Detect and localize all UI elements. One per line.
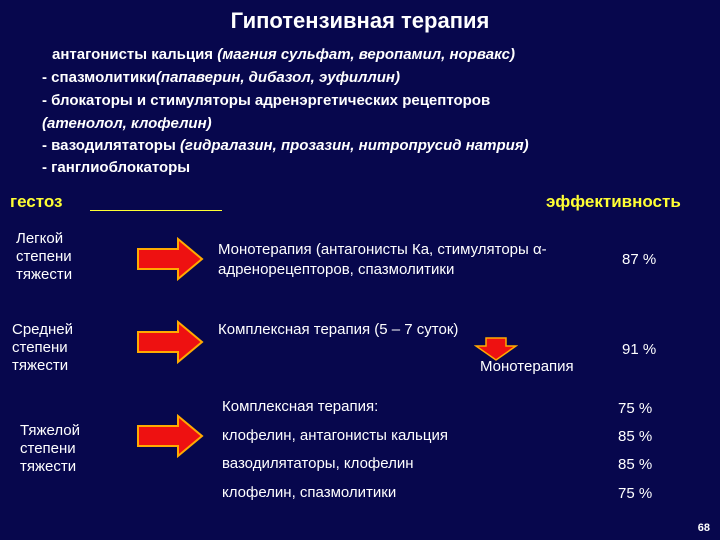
agent-lead: антагонисты кальция: [52, 46, 218, 63]
agent-lead: - вазодилятаторы: [42, 137, 180, 154]
agent-examples: (гидралазин, прозазин, нитропрусид натрия): [179, 137, 529, 154]
agent-line-5: [42, 137, 529, 154]
agent-line-2: [42, 69, 400, 86]
severe-item-label: клофелин, спазмолитики: [222, 484, 397, 501]
agent-lead: - блокаторы и стимуляторы адренэргетических рецепторов: [42, 92, 491, 109]
slide-title: Гипотензивная терапия: [230, 8, 490, 33]
therapy-mild-line2: адренорецепторов, спазмолитики: [218, 261, 455, 278]
header-underline: [90, 210, 222, 211]
efficacy-mild: 87 %: [622, 251, 657, 268]
agent-examples: (папаверин, дибазол, эуфиллин): [155, 69, 400, 86]
severe-item-efficacy: 75 %: [618, 400, 653, 417]
header-gestosis: гестоз: [10, 192, 63, 211]
header-efficacy: эффективность: [546, 192, 681, 211]
severe-item-efficacy: 75 %: [618, 485, 653, 502]
arrow-right-icon: [136, 414, 204, 458]
severity-severe: Тяжелой степени тяжести: [20, 422, 80, 475]
severity-moderate: Средней степени тяжести: [12, 321, 73, 374]
severe-item-efficacy: 85 %: [618, 456, 653, 473]
agent-line-1: [52, 46, 515, 63]
severity-mild: Легкой степени тяжести: [16, 230, 73, 283]
arrow-right-icon: [136, 237, 204, 281]
severe-item-label: клофелин, антагонисты кальция: [222, 427, 448, 444]
agent-line-6: [42, 159, 190, 176]
therapy-moderate: Комплексная терапия (5 – 7 суток): [218, 321, 459, 338]
efficacy-moderate: 91 %: [622, 341, 657, 358]
agent-lead: - ганглиоблокаторы: [42, 159, 191, 176]
severe-item-label: вазодилятаторы, клофелин: [222, 455, 414, 472]
agent-lead: - спазмолитики: [42, 69, 156, 86]
severe-item-label: Комплексная терапия:: [222, 398, 379, 415]
therapy-mild-line1: Монотерапия (антагонисты Ка, стимуляторы α-: [218, 241, 547, 258]
switch-monotherapy: Монотерапия: [480, 358, 574, 375]
agent-examples: (атенолол, клофелин): [42, 115, 212, 132]
page-number: 68: [697, 522, 710, 534]
arrow-right-icon: [136, 320, 204, 364]
agent-line-4: [42, 115, 212, 132]
agent-line-3: [42, 92, 490, 109]
agent-examples: (магния сульфат, веропамил, норвакс): [217, 46, 516, 63]
severe-item-efficacy: 85 %: [618, 428, 653, 445]
